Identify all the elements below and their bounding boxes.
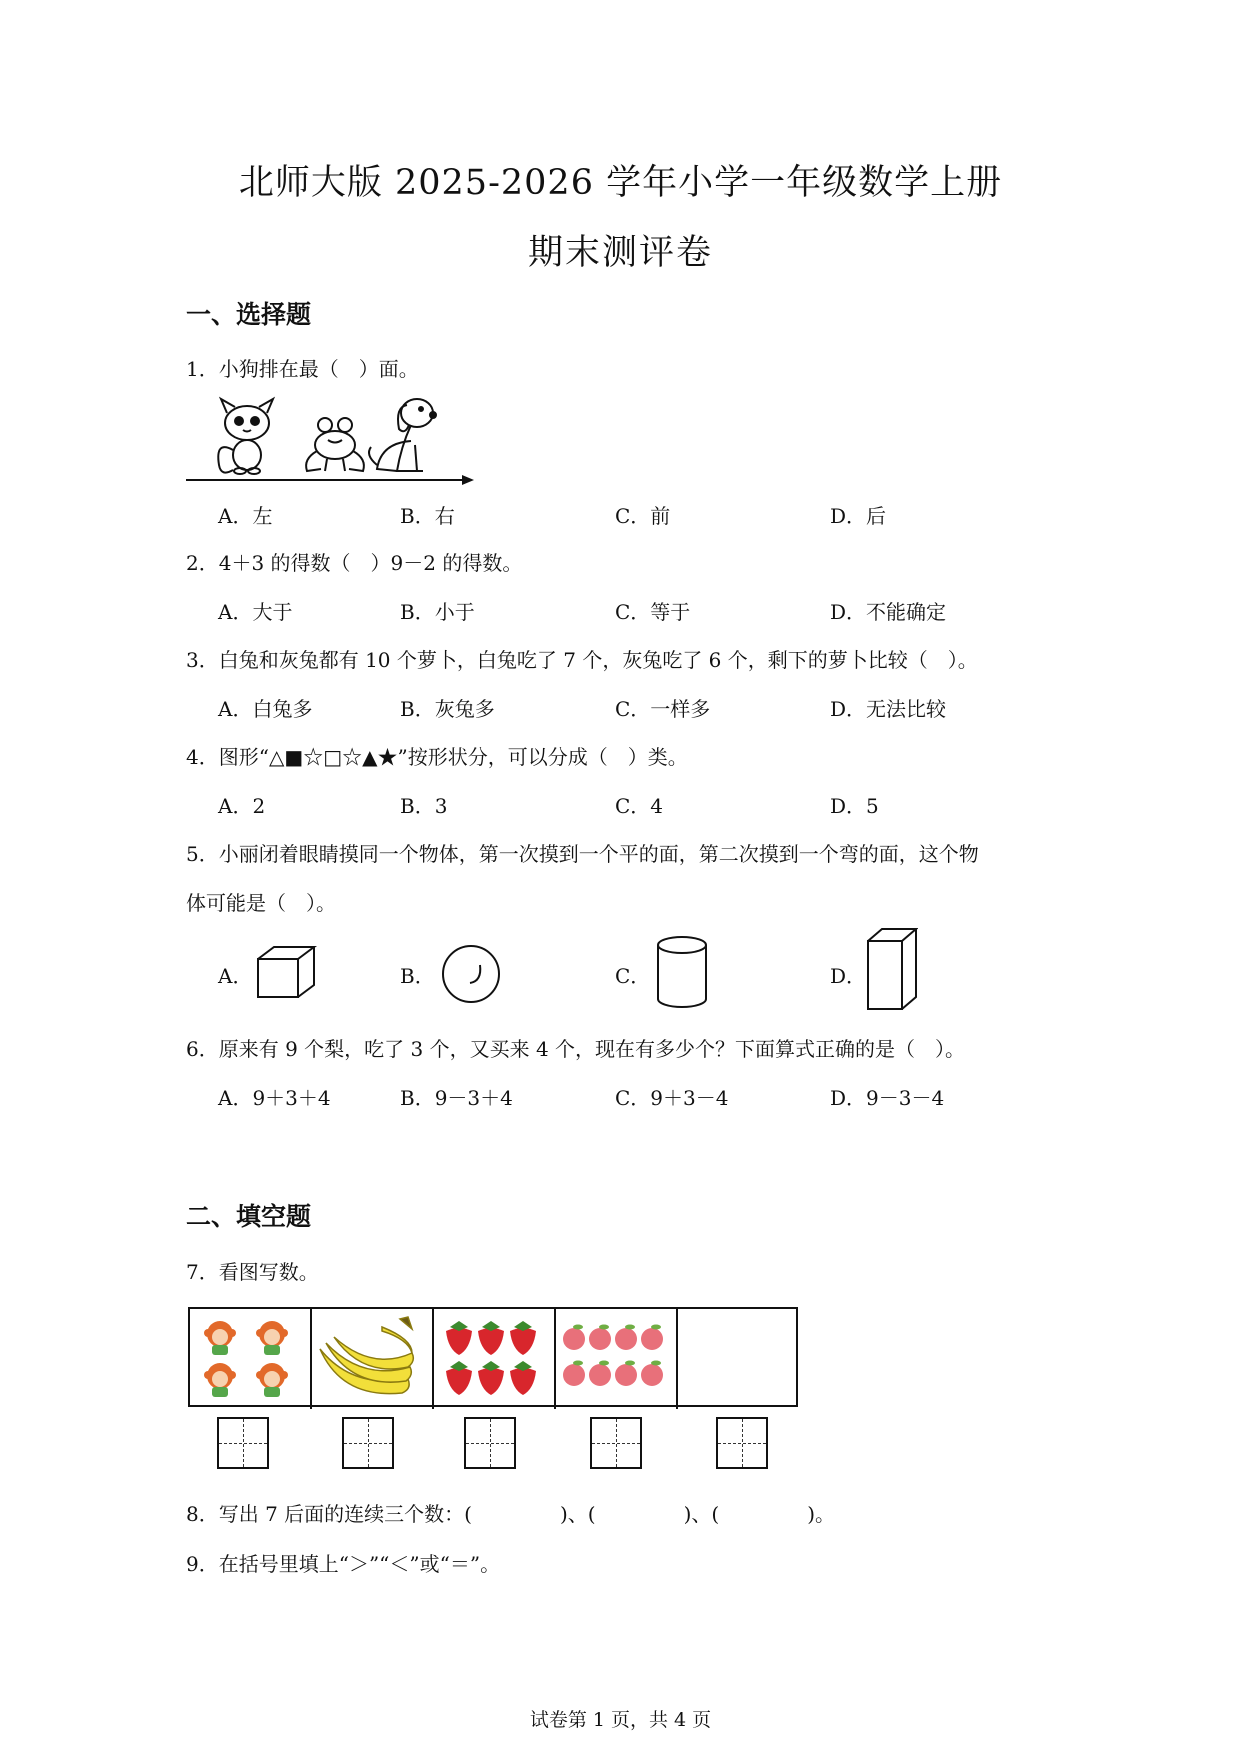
page-footer: 试卷第 1 页，共 4 页 [529, 1709, 712, 1731]
q2-option-d[interactable]: D．不能确定 [830, 600, 947, 624]
picture-cell-bananas [312, 1309, 434, 1409]
question-6: 6．原来有 9 个梨，吃了 3 个，又买来 4 个，现在有多少个？下面算式正确的是（ ）。 [186, 1037, 966, 1061]
q8-prefix: 8．写出 7 后面的连续三个数：( [186, 1502, 472, 1526]
cube-icon [256, 945, 318, 1001]
question-7: 7．看图写数。 [186, 1260, 319, 1284]
exam-subtitle: 期末测评卷 [527, 233, 713, 273]
q3-option-a[interactable]: A．白兔多 [218, 697, 313, 721]
picture-cell-strawberries [434, 1309, 556, 1409]
question-2: 2．4＋3 的得数（ ）9－2 的得数。 [186, 551, 523, 575]
q3-option-b[interactable]: B．灰兔多 [400, 697, 495, 721]
question-5-line1: 5．小丽闭着眼睛摸同一个物体，第一次摸到一个平的面，第二次摸到一个弯的面，这个物 [186, 842, 979, 866]
q4-option-d[interactable]: D．5 [830, 794, 879, 818]
section-heading-fill: 二、填空题 [186, 1202, 312, 1231]
q6-option-a[interactable]: A．9＋3＋4 [218, 1086, 331, 1110]
strawberry-icon [434, 1309, 552, 1405]
picture-cell-peaches [556, 1309, 678, 1409]
q2-option-c[interactable]: C．等于 [615, 600, 691, 624]
q4-option-a[interactable]: A．2 [218, 794, 266, 818]
cuboid-icon [866, 927, 918, 1013]
question-8 [186, 1498, 835, 1527]
q5-option-d[interactable]: D． [830, 964, 867, 988]
answer-grid-4[interactable] [590, 1417, 642, 1469]
q6-option-d[interactable]: D．9－3－4 [830, 1086, 945, 1110]
q5-option-a[interactable]: A． [218, 964, 253, 988]
question-9: 9．在括号里填上“＞”“＜”或“＝”。 [186, 1552, 501, 1576]
q1-option-a[interactable]: A．左 [218, 504, 273, 528]
dog-icon [369, 399, 436, 471]
picture-cell-empty [678, 1309, 796, 1409]
q8-suffix: )。 [807, 1502, 835, 1526]
picture-cell-girls [190, 1309, 312, 1409]
q5-option-b[interactable]: B． [400, 964, 435, 988]
q2-option-a[interactable]: A．大于 [218, 600, 293, 624]
q8-sep2: )、( [683, 1502, 720, 1526]
question-5-line2: 体可能是（ ）。 [186, 891, 336, 915]
q3-option-c[interactable]: C．一样多 [615, 697, 711, 721]
banana-icon [312, 1309, 430, 1405]
direction-arrow [186, 474, 474, 486]
answer-grid-3[interactable] [464, 1417, 516, 1469]
section-heading-choice: 一、选择题 [186, 300, 312, 329]
q1-option-d[interactable]: D．后 [830, 504, 887, 528]
q8-sep1: )、( [559, 1502, 596, 1526]
sphere-icon [440, 943, 502, 1005]
question-3: 3．白兔和灰兔都有 10 个萝卜，白兔吃了 7 个，灰兔吃了 6 个，剩下的萝卜比较（ ）。 [186, 648, 978, 672]
q6-option-c[interactable]: C．9＋3－4 [615, 1086, 729, 1110]
question-4: 4．图形“△■☆□☆▲★”按形状分，可以分成（ ）类。 [186, 745, 688, 769]
chipmunk-icon [218, 399, 273, 474]
answer-grid-2[interactable] [342, 1417, 394, 1469]
peach-icon [556, 1309, 674, 1405]
question-1: 1．小狗排在最（ ）面。 [186, 357, 419, 381]
q1-option-c[interactable]: C．前 [615, 504, 671, 528]
q2-option-b[interactable]: B．小于 [400, 600, 475, 624]
answer-grid-1[interactable] [217, 1417, 269, 1469]
cylinder-icon [655, 935, 709, 1009]
q5-option-c[interactable]: C． [615, 964, 651, 988]
q1-option-b[interactable]: B．右 [400, 504, 455, 528]
exam-title: 北师大版 2025-2026 学年小学一年级数学上册 [238, 163, 1003, 203]
animal-row-figure [185, 385, 475, 485]
girls-icon [190, 1309, 308, 1405]
frog-icon [306, 418, 364, 471]
q6-option-b[interactable]: B．9－3＋4 [400, 1086, 513, 1110]
q4-option-b[interactable]: B．3 [400, 794, 448, 818]
q3-option-d[interactable]: D．无法比较 [830, 697, 947, 721]
q4-option-c[interactable]: C．4 [615, 794, 664, 818]
picture-count-table [188, 1307, 798, 1407]
answer-grid-5[interactable] [716, 1417, 768, 1469]
